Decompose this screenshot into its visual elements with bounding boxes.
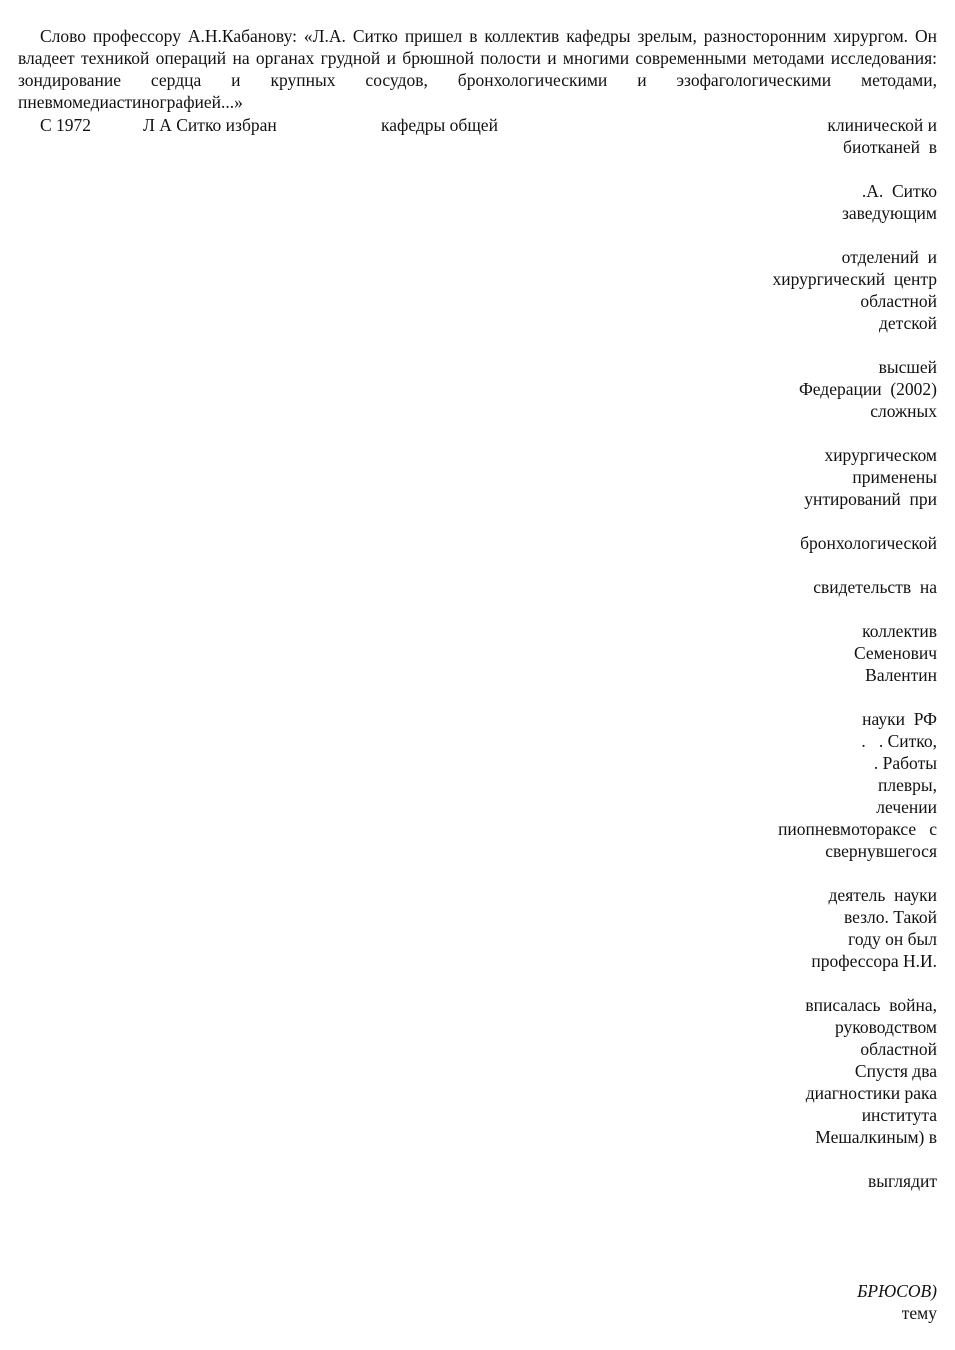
text-fragment: применены xyxy=(852,467,937,487)
right-column-fragments xyxy=(717,114,937,1324)
line5-fragment-elected: Л А Ситко избран xyxy=(143,115,277,135)
text-fragment: БРЮСОВ) xyxy=(857,1281,937,1301)
blank-line xyxy=(717,554,937,576)
blank-line xyxy=(717,686,937,708)
text-fragment: института xyxy=(861,1105,937,1125)
text-fragment: областной xyxy=(860,291,937,311)
text-fragment: клинической и xyxy=(827,115,937,135)
intro-paragraph: Слово профессору А.Н.Кабанову: «Л.А. Ситко пришел в коллектив кафедры зрелым, разносторонним хирургом. Он владеет техникой операций на органах грудной и брюшной полости и многими современными методами исследования: зондирование сердца и крупных сосудов, бронхологическими и эзофагологическими методами, пневмомедиастинографией...» xyxy=(18,26,937,112)
text-fragment: бронхологической xyxy=(800,533,937,553)
line5-fragment-year: С 1972 xyxy=(40,115,92,135)
text-fragment: науки РФ xyxy=(862,709,937,729)
blank-line xyxy=(717,510,937,532)
text-fragment: детской xyxy=(878,313,937,333)
text-fragment: году он был xyxy=(848,929,937,949)
text-fragment: лечении xyxy=(876,797,937,817)
text-fragment: хирургическом xyxy=(824,445,937,465)
text-fragment: выглядит xyxy=(867,1171,937,1191)
blank-line xyxy=(717,862,937,884)
text-fragment: .А. Ситко xyxy=(861,181,937,201)
text-fragment: Федерации (2002) xyxy=(798,379,937,399)
line5-fragment-department: кафедры общей xyxy=(381,115,498,135)
blank-line xyxy=(717,1192,937,1214)
blank-line xyxy=(717,972,937,994)
text-fragment: сложных xyxy=(870,401,937,421)
text-fragment: везло. Такой xyxy=(843,907,937,927)
text-fragment: тему xyxy=(901,1303,937,1323)
text-fragment: деятель науки xyxy=(828,885,937,905)
text-fragment: хирургический центр xyxy=(772,269,937,289)
text-fragment: пиопневмотораксе с xyxy=(778,819,937,839)
text-fragment: унтирований при xyxy=(804,489,937,509)
text-fragment: заведующим xyxy=(841,203,937,223)
text-fragment: диагностики рака xyxy=(805,1083,937,1103)
blank-line xyxy=(717,1214,937,1236)
text-fragment: . Работы xyxy=(873,753,937,773)
text-fragment: Валентин xyxy=(865,665,937,685)
text-fragment: биотканей в xyxy=(843,137,937,157)
text-fragment: отделений и xyxy=(841,247,937,267)
text-fragment: Спустя два xyxy=(854,1061,937,1081)
text-fragment: высшей xyxy=(878,357,937,377)
text-fragment: Семенович xyxy=(853,643,937,663)
blank-line xyxy=(717,598,937,620)
text-fragment: профессора Н.И. xyxy=(811,951,937,971)
text-fragment: свидетельств на xyxy=(813,577,937,597)
blank-line xyxy=(717,334,937,356)
text-fragment: руководством xyxy=(835,1017,937,1037)
blank-line xyxy=(717,1258,937,1280)
text-fragment: вписалась война, xyxy=(805,995,937,1015)
blank-line xyxy=(717,1148,937,1170)
text-fragment: плевры, xyxy=(877,775,937,795)
blank-line xyxy=(717,422,937,444)
blank-line xyxy=(717,1236,937,1258)
text-fragment: коллектив xyxy=(862,621,937,641)
blank-line xyxy=(717,158,937,180)
text-fragment: . . Ситко, xyxy=(861,731,937,751)
text-fragment: областной xyxy=(860,1039,937,1059)
text-fragment: Мешалкиным) в xyxy=(815,1127,937,1147)
text-fragment: свернувшегося xyxy=(825,841,937,861)
blank-line xyxy=(717,224,937,246)
